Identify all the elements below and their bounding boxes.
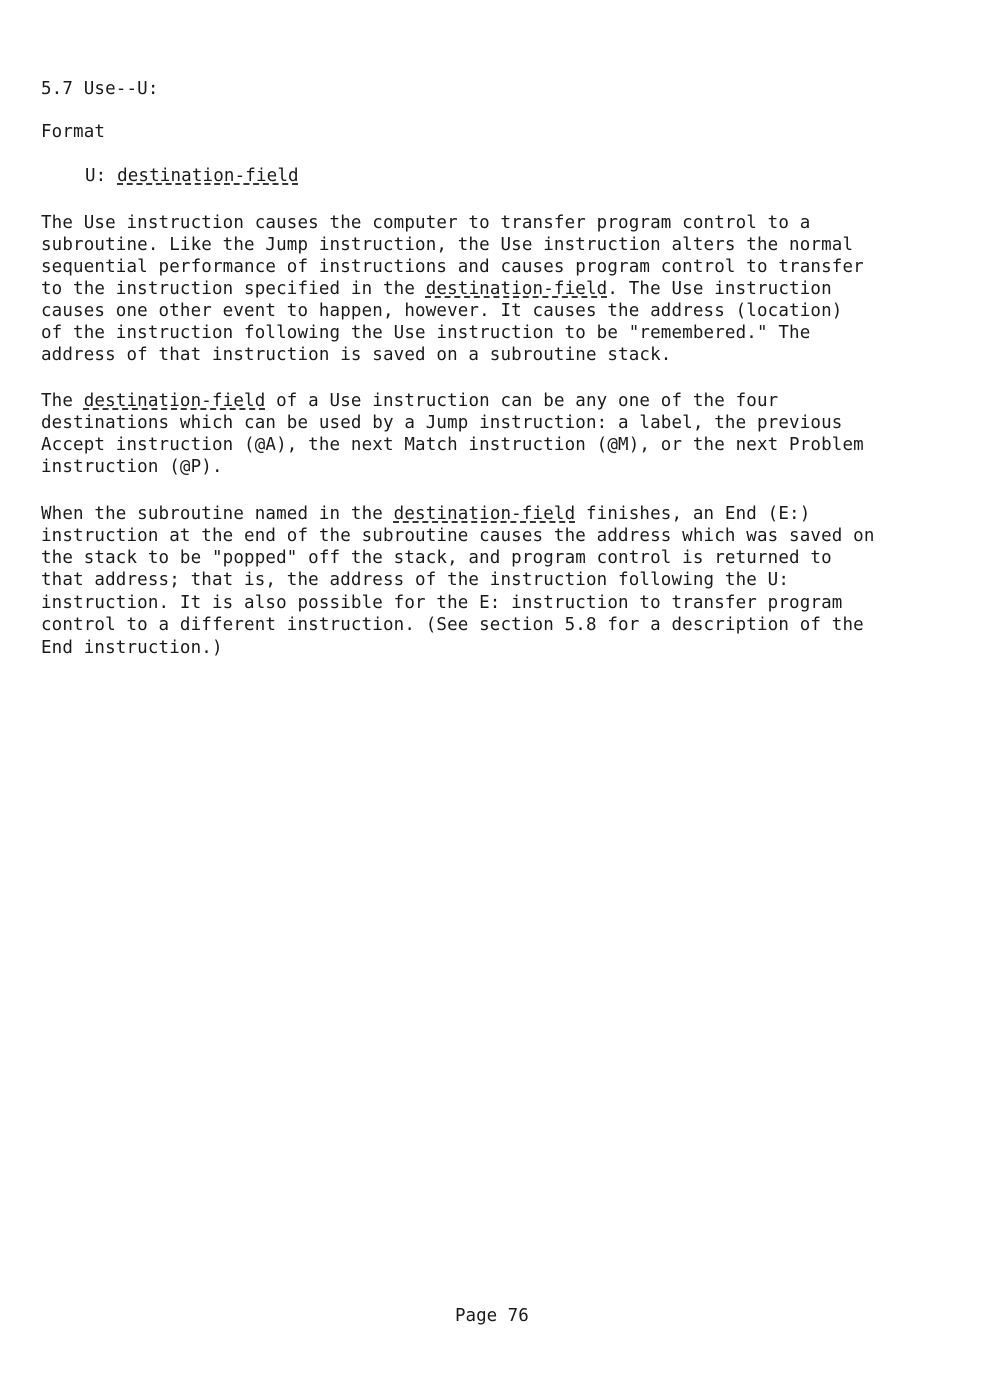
format-prefix: U: [85, 166, 118, 186]
underlined-term: destination-field [393, 504, 576, 524]
text-span: finishes, an End (E:) [575, 504, 811, 524]
paragraph-1-line: of the instruction following the Use instruction to be "remembered." The [41, 323, 811, 343]
text-span: . The Use instruction [607, 279, 832, 299]
paragraph-3-line [41, 503, 810, 525]
underlined-term: destination-field [83, 391, 266, 411]
text-span: The [41, 391, 84, 411]
paragraph-1-line: address of that instruction is saved on a subroutine stack. [41, 345, 672, 365]
paragraph-1-line: The Use instruction causes the computer to transfer program control to a [41, 213, 811, 233]
paragraph-3-line: instruction at the end of the subroutine causes the address which was saved on [41, 526, 875, 546]
underlined-term: destination-field [425, 279, 608, 299]
page-number: Page 76 [455, 1306, 529, 1326]
paragraph-3-line: the stack to be "popped" off the stack, and program control is returned to [41, 548, 832, 568]
section-heading: 5.7 Use--U: [41, 79, 159, 99]
paragraph-1-line: sequential performance of instructions and causes program control to transfer [41, 257, 864, 277]
paragraph-3-line: that address; that is, the address of the instruction following the U: [41, 570, 790, 590]
text-span: of a Use instruction can be any one of the four [265, 391, 779, 411]
paragraph-2-line: Accept instruction (@A), the next Match instruction (@M), or the next Problem [41, 435, 864, 455]
paragraph-1-line: causes one other event to happen, however. It causes the address (location) [41, 301, 843, 321]
paragraph-3-line: control to a different instruction. (See section 5.8 for a description of the [41, 615, 864, 635]
format-syntax [85, 165, 299, 187]
paragraph-3-line: instruction. It is also possible for the E: instruction to transfer program [41, 593, 843, 613]
paragraph-3-line: End instruction.) [41, 638, 223, 658]
paragraph-1-line: subroutine. Like the Jump instruction, the Use instruction alters the normal [41, 235, 854, 255]
paragraph-2-line: destinations which can be used by a Jump instruction: a label, the previous [41, 413, 843, 433]
text-span: to the instruction specified in the [41, 279, 426, 299]
paragraph-2-line [41, 390, 778, 412]
text-span: When the subroutine named in the [41, 504, 394, 524]
paragraph-2-line: instruction (@P). [41, 457, 223, 477]
paragraph-1-line [41, 278, 832, 300]
format-field: destination-field [117, 166, 299, 186]
format-label: Format [41, 122, 106, 142]
